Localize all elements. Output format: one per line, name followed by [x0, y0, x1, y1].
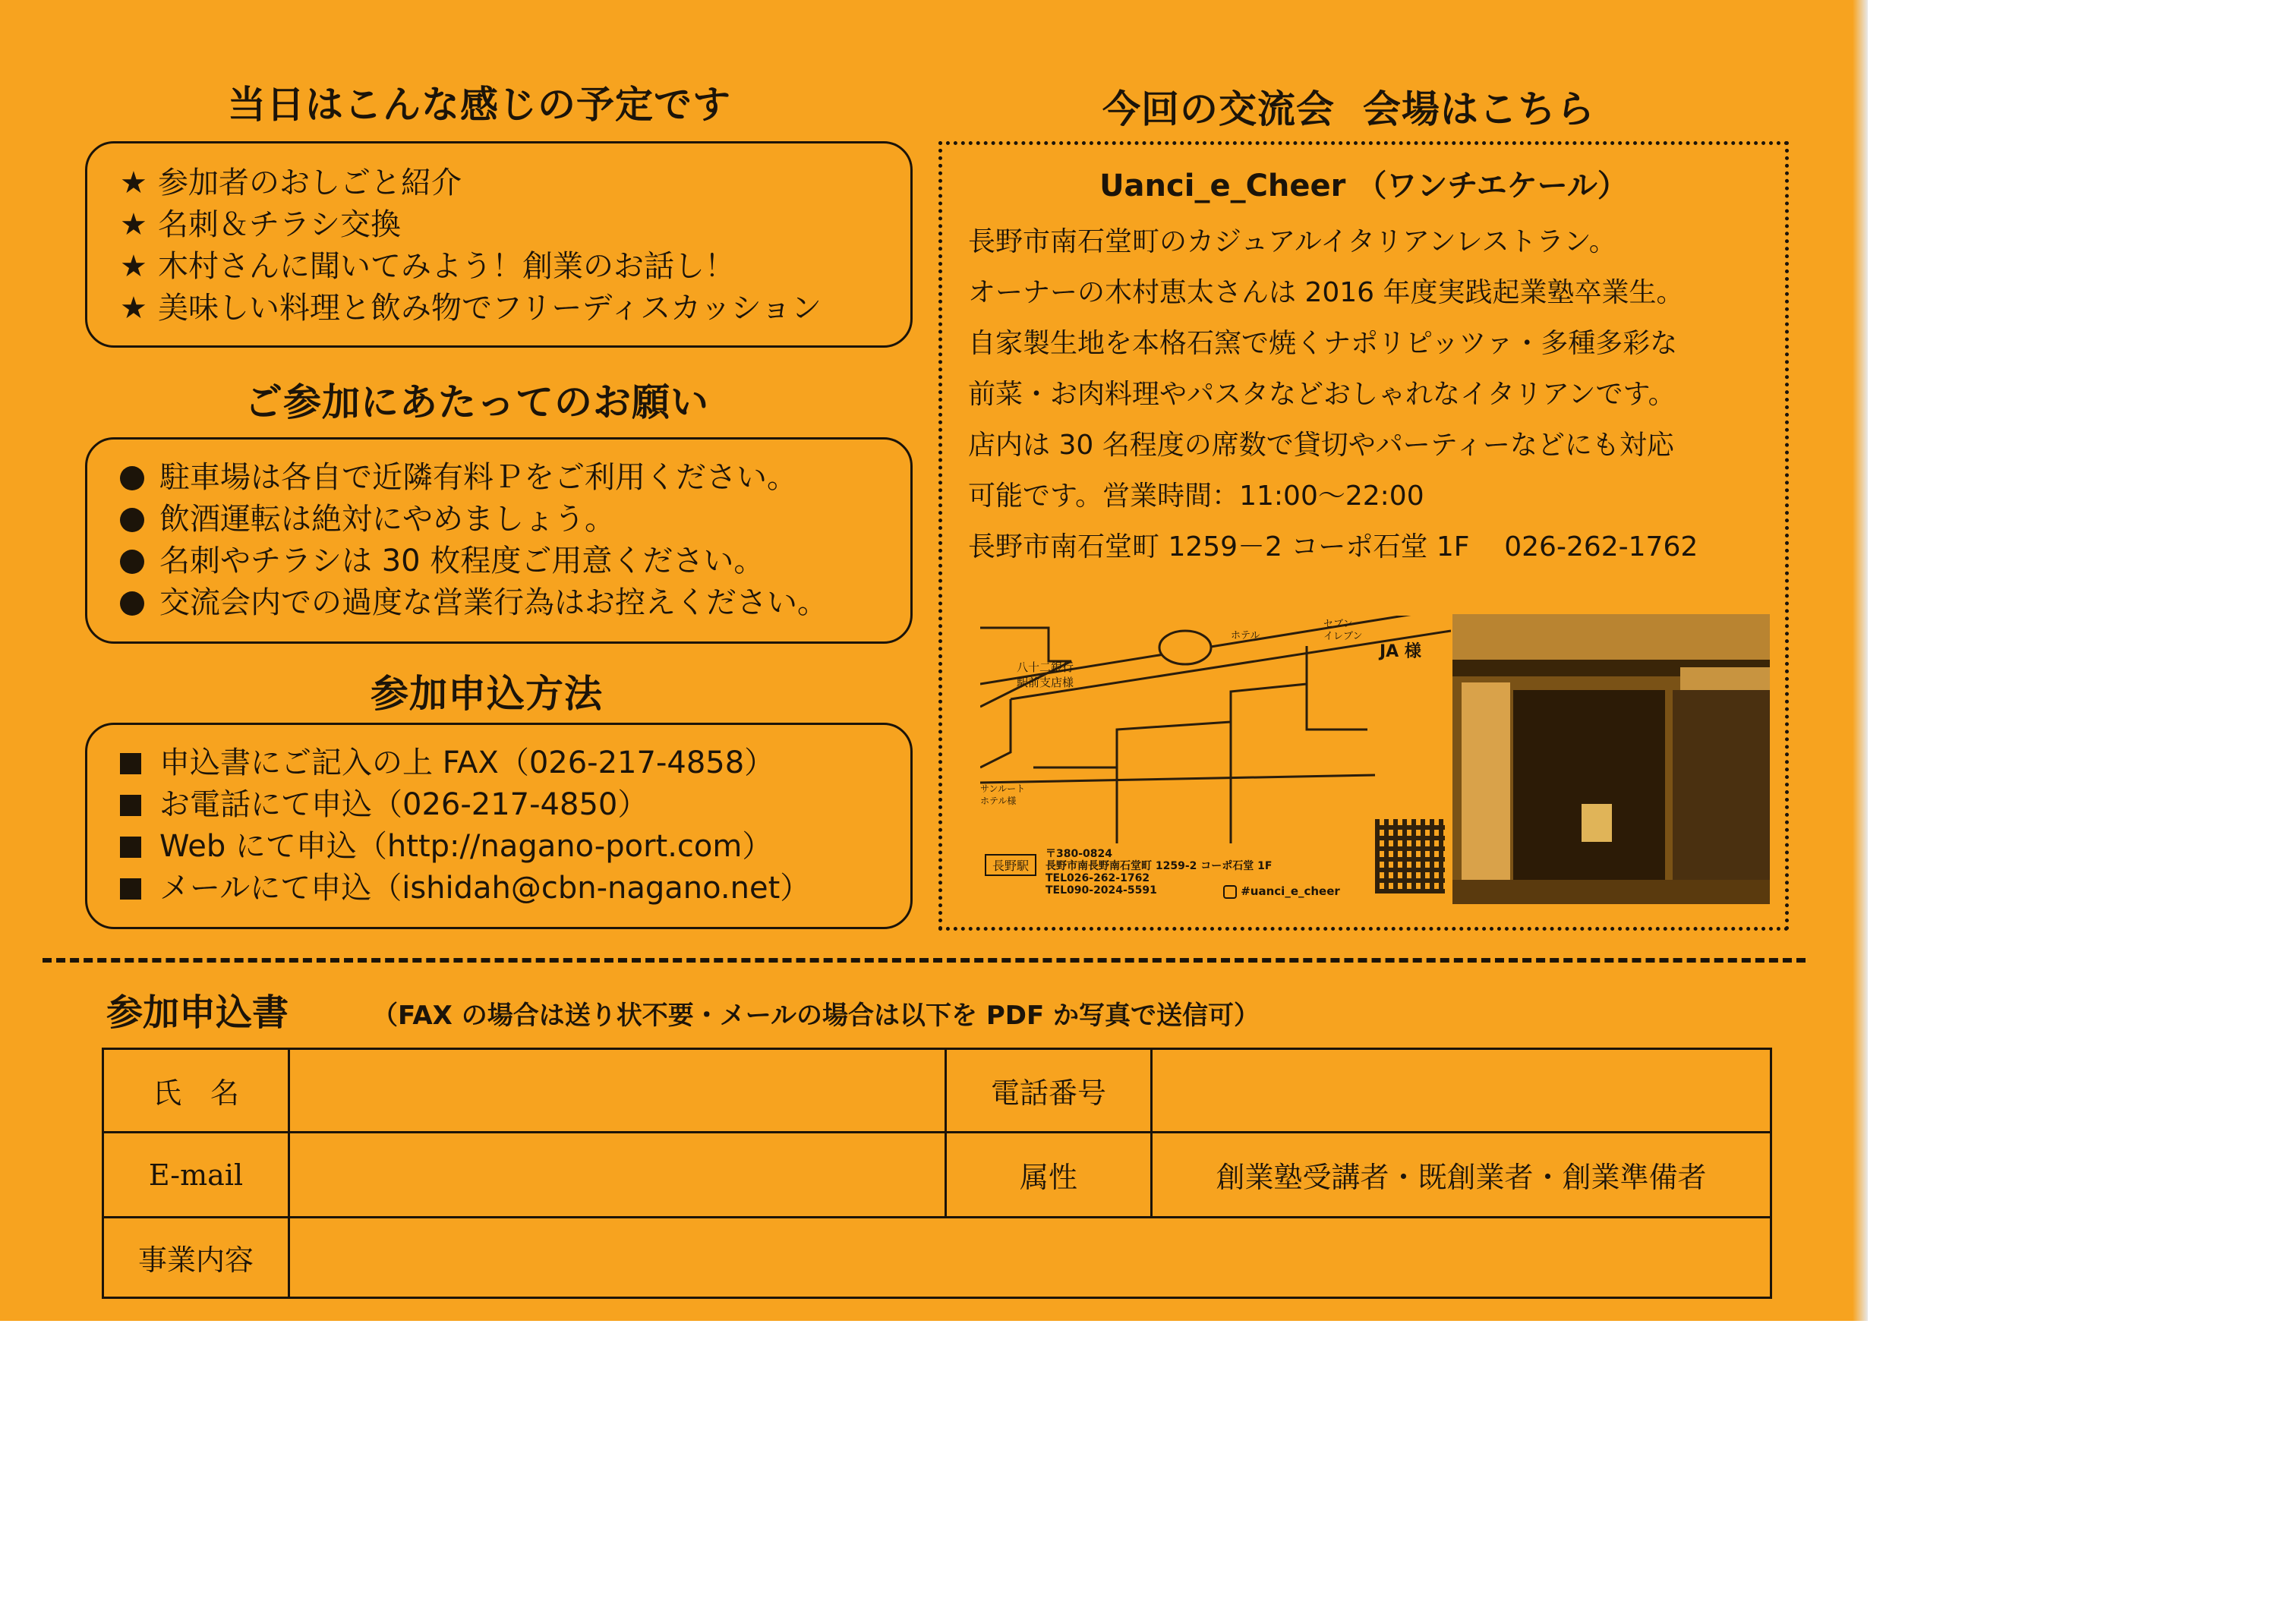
- venue-line: 前菜・お肉料理やパスタなどおしゃれなイタリアンです。: [968, 379, 1676, 410]
- list-item-text: 飲酒運転は絶対にやめましょう。: [159, 502, 615, 537]
- name-field[interactable]: [289, 1049, 946, 1133]
- list-item: [120, 499, 828, 540]
- bullet-dot-icon: [120, 550, 144, 574]
- map-label: イレブン: [1323, 631, 1363, 642]
- list-item-text: 美味しい料理と飲み物でフリーディスカッション: [158, 291, 822, 326]
- venue-line: オーナーの木村恵太さんは 2016 年度実践起業塾卒業生。: [968, 277, 1684, 308]
- map-bank-label: [1017, 660, 1074, 690]
- map-hotel-label: [1231, 629, 1260, 643]
- map-station-label: 長野駅: [985, 854, 1036, 876]
- map-hotel2-label: [980, 783, 1025, 807]
- map-store-label: [1323, 619, 1362, 643]
- list-item: [120, 162, 822, 204]
- venue-heading: 今回の交流会 会場はこちら: [1102, 87, 1595, 131]
- cut-line: [43, 958, 1806, 963]
- business-label: 事業内容: [103, 1218, 289, 1298]
- star-icon: ★: [120, 249, 147, 284]
- map-instagram: [1223, 884, 1340, 899]
- instagram-handle: #uanci_e_cheer: [1241, 884, 1340, 898]
- venue-box: [938, 141, 1789, 931]
- list-item-text: 参加者のおしごと紹介: [158, 165, 462, 200]
- paper-edge: [1853, 0, 1868, 1321]
- application-form-table: [102, 1048, 1772, 1299]
- list-item-text: 申込書にご記入の上 FAX（026-217-4858）: [159, 745, 775, 780]
- map-label: セブン: [1323, 619, 1353, 630]
- bullet-dot-icon: [120, 466, 144, 490]
- table-row: [103, 1218, 1771, 1298]
- bullet-square-icon: [120, 753, 141, 774]
- attribute-label: 属性: [946, 1133, 1152, 1218]
- venue-line: 店内は 30 名程度の席数で貸切やパーティーなどにも対応: [968, 430, 1674, 461]
- venue-description: [968, 216, 1698, 572]
- list-item: [120, 288, 822, 329]
- storefront-photo-icon: [1452, 614, 1770, 904]
- map-address-line: 長野市南長野南石堂町 1259-2 コーポ石堂 1F: [1046, 860, 1273, 872]
- bullet-square-icon: [120, 837, 141, 858]
- apply-heading: 参加申込方法: [371, 672, 603, 716]
- access-map: [980, 616, 1451, 904]
- venue-name: Uanci_e_Cheer （ワンチエケール）: [1099, 169, 1628, 203]
- venue-line: 自家製生地を本格石窯で焼くナポリピッツァ・多種多彩な: [968, 328, 1678, 359]
- phone-field[interactable]: [1152, 1049, 1771, 1133]
- qr-code-icon: [1375, 819, 1445, 893]
- star-icon: ★: [120, 165, 147, 200]
- form-note: （FAX の場合は送り状不要・メールの場合は以下を PDF か写真で送信可）: [372, 1001, 1260, 1031]
- star-icon: ★: [120, 207, 147, 242]
- list-item-text: お電話にて申込（026-217-4850）: [159, 787, 648, 822]
- list-item: [120, 784, 810, 826]
- map-address-line: 〒380-0824: [1046, 848, 1112, 860]
- requests-list: [120, 457, 828, 624]
- attribute-options[interactable]: 創業塾受講者・既創業者・創業準備者: [1152, 1133, 1771, 1218]
- schedule-heading: 当日はこんな感じの予定です: [228, 83, 731, 127]
- list-item: [120, 540, 828, 582]
- list-item-text: メールにて申込（ishidah@cbn-nagano.net）: [159, 871, 811, 906]
- list-item: [120, 868, 810, 909]
- list-item: [120, 742, 810, 784]
- bullet-dot-icon: [120, 508, 144, 532]
- phone-label: 電話番号: [946, 1049, 1152, 1133]
- form-title: 参加申込書: [106, 991, 289, 1034]
- business-field[interactable]: [289, 1218, 1771, 1298]
- list-item: [120, 204, 822, 246]
- requests-heading: ご参加にあたってのお願い: [244, 380, 709, 424]
- table-row: [103, 1049, 1771, 1133]
- map-label: ホテル様: [980, 796, 1017, 806]
- list-item: [120, 457, 828, 499]
- map-address-line: TEL090-2024-5591: [1046, 884, 1157, 897]
- list-item-text: 駐車場は各自で近隣有料Ｐをご利用ください。: [159, 460, 797, 495]
- venue-line: 可能です。営業時間：11:00～22:00: [968, 481, 1424, 512]
- table-row: [103, 1133, 1771, 1218]
- map-label: 駅前支店様: [1017, 676, 1074, 689]
- name-label: 氏 名: [103, 1049, 289, 1133]
- venue-line: 長野市南石堂町のカジュアルイタリアンレストラン。: [968, 226, 1616, 257]
- map-label: サンルート: [980, 783, 1026, 794]
- list-item: [120, 246, 822, 288]
- instagram-icon: [1223, 885, 1237, 899]
- bullet-dot-icon: [120, 591, 144, 616]
- list-item-text: 交流会内での過度な営業行為はお控えください。: [159, 585, 828, 620]
- map-ja-label: JA 様: [1380, 642, 1421, 661]
- bullet-square-icon: [120, 878, 141, 900]
- list-item-text: 名刺やチラシは 30 枚程度ご用意ください。: [159, 544, 765, 578]
- list-item-text: 名刺＆チラシ交換: [158, 207, 401, 242]
- email-label: E-mail: [103, 1133, 289, 1218]
- schedule-list: [120, 162, 822, 329]
- apply-list: [120, 742, 810, 909]
- star-icon: ★: [120, 291, 147, 326]
- list-item-text: 木村さんに聞いてみよう！創業のお話し！: [158, 249, 735, 284]
- list-item: [120, 826, 810, 868]
- map-label: 八十二銀行: [1017, 660, 1074, 674]
- email-field[interactable]: [289, 1133, 946, 1218]
- list-item-text: Web にて申込（http://nagano-port.com）: [159, 829, 773, 864]
- bullet-square-icon: [120, 795, 141, 816]
- list-item: [120, 582, 828, 624]
- map-address-line: TEL026-262-1762: [1046, 872, 1150, 884]
- venue-line: 長野市南石堂町 1259－2 コーポ石堂 1F 026-262-1762: [968, 531, 1698, 563]
- restaurant-photo: [1452, 614, 1770, 904]
- map-label: ホテル: [1231, 630, 1260, 641]
